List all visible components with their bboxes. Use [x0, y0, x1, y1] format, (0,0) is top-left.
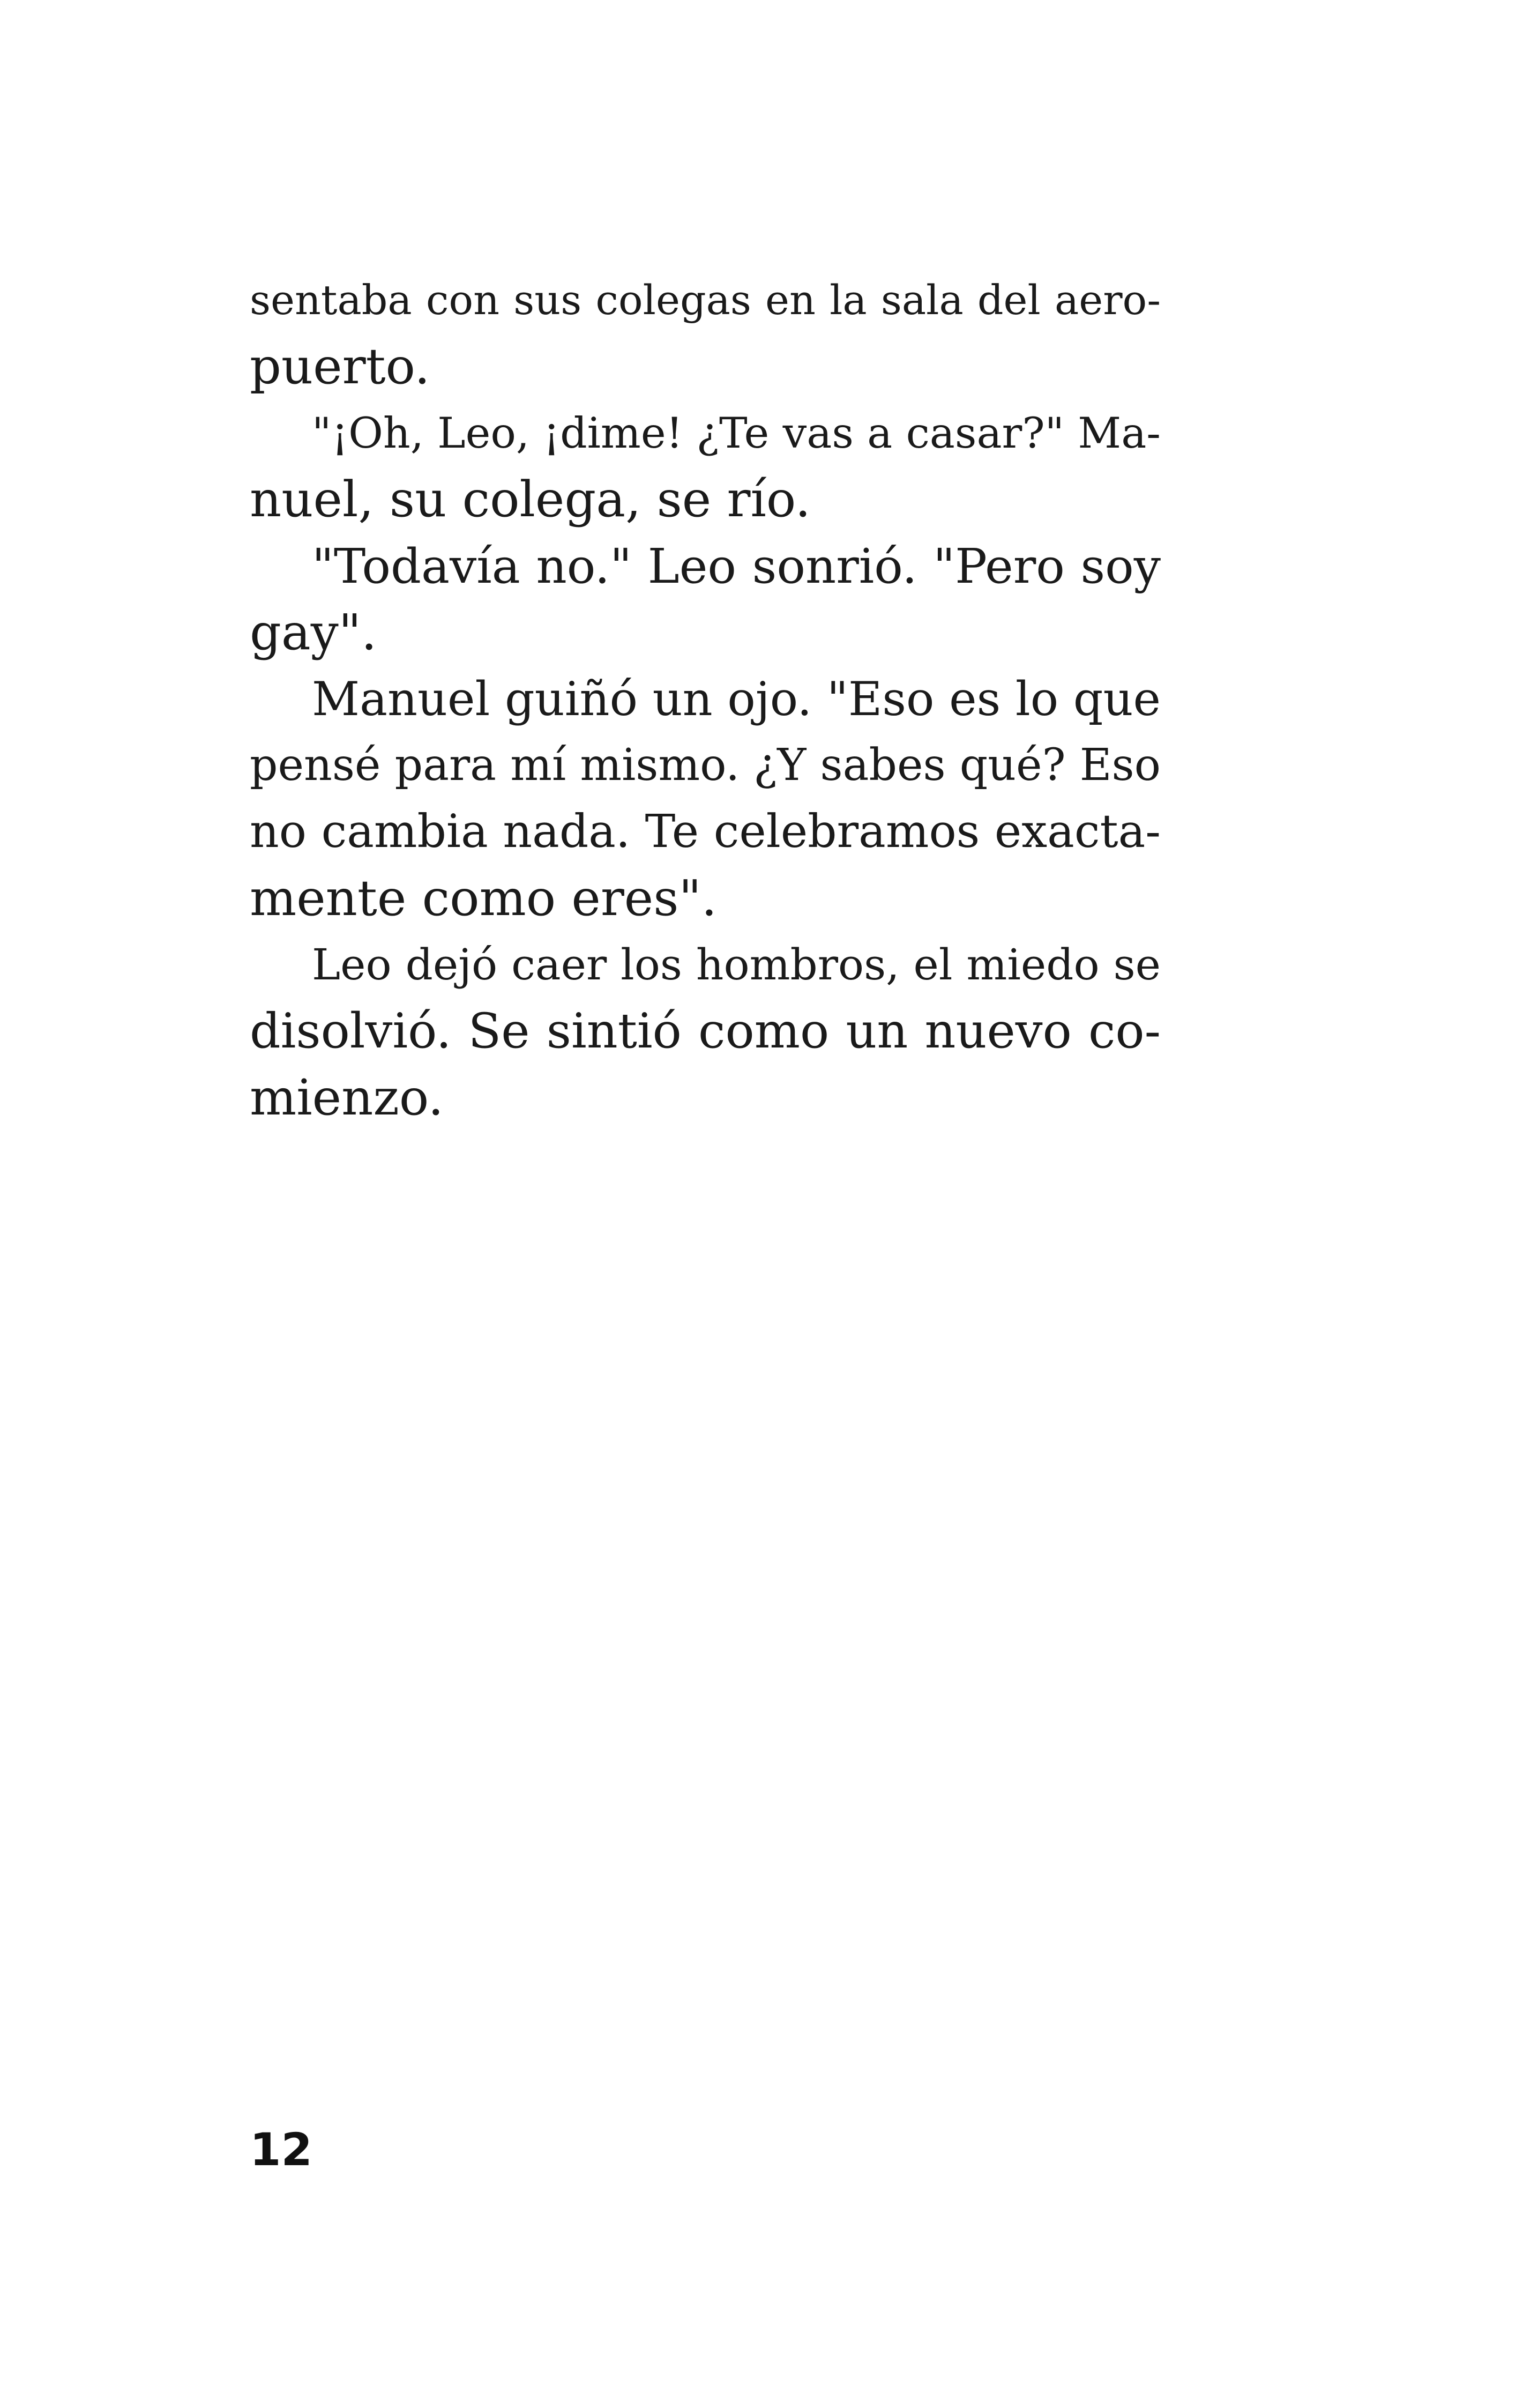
text-line: "¡Oh, Leo, ¡dime! ¿Te vas a casar?" Ma- — [312, 408, 1161, 458]
text-line: pensé para mí mismo. ¿Y sabes qué? Eso — [250, 740, 1161, 791]
text-line: Leo dejó caer los hombros, el miedo se — [312, 940, 1161, 990]
text-line: puerto. — [250, 338, 430, 395]
text-line: gay". — [250, 604, 377, 661]
text-line: sentaba con sus colegas en la sala del aero- — [250, 276, 1161, 324]
text-line: nuel, su colega, se río. — [250, 471, 811, 528]
text-line: "Todavía no." Leo sonrió. "Pero soy — [312, 538, 1161, 594]
body-text — [250, 267, 1161, 1131]
text-line: mienzo. — [250, 1069, 444, 1126]
text-line: mente como eres". — [250, 869, 718, 927]
text-line: no cambia nada. Te celebramos exacta- — [250, 805, 1161, 858]
text-line: disolvió. Se sintió como un nuevo co- — [250, 1003, 1161, 1059]
text-line: Manuel guiñó un ojo. "Eso es lo que — [312, 672, 1161, 726]
page-number: 12 — [250, 2123, 312, 2176]
